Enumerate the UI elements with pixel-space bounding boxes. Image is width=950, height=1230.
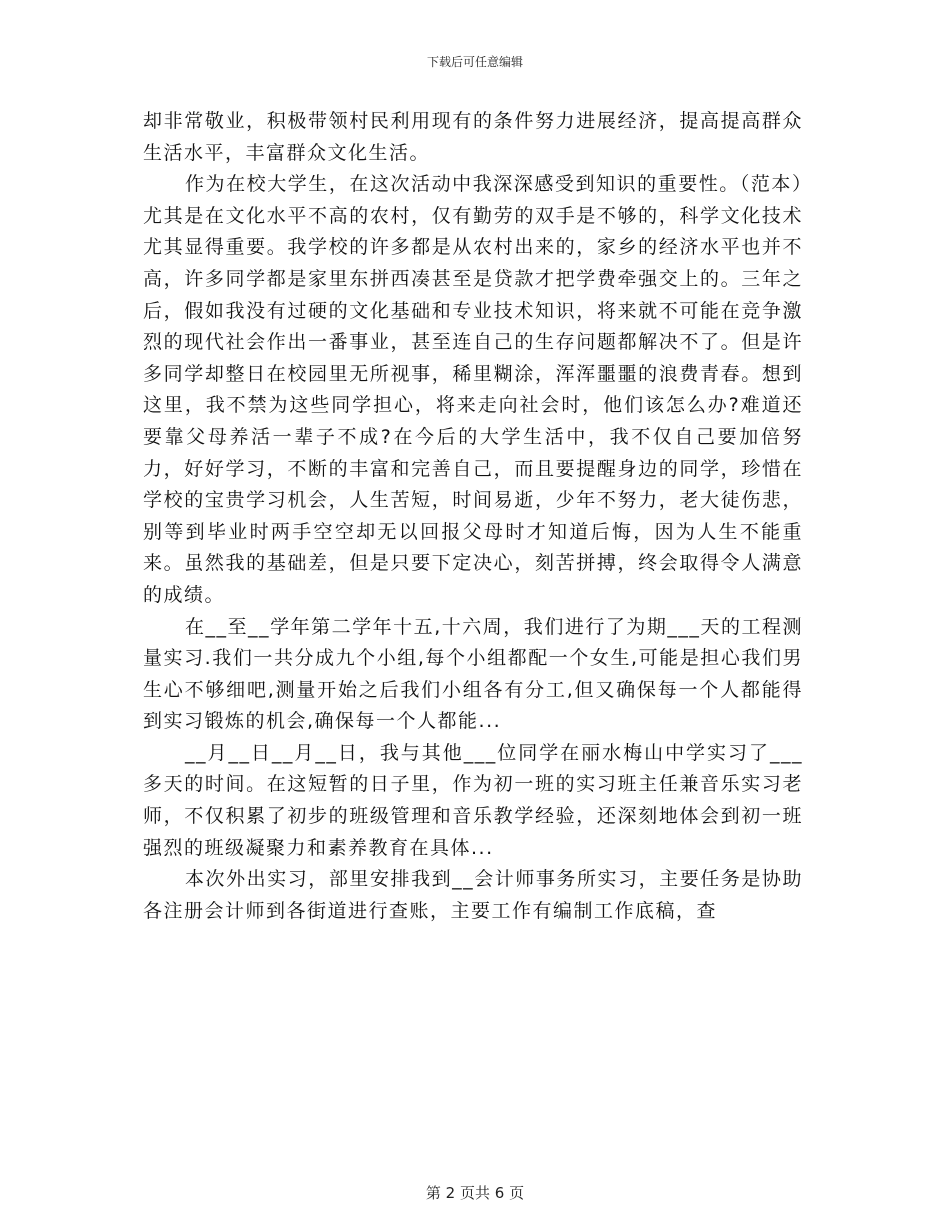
paragraph-3: 在__至__学年第二学年十五,十六周，我们进行了为期___天的工程测量实习.我们一共分成九个小组,每个小组都配一个女生,可能是担心我们男生心不够细吧,测量开始之后我们小组各有分工,但又确保每一个人都能得到实习锻炼的机会,确保每一个人都能... — [143, 615, 803, 733]
paragraph-2: 作为在校大学生，在这次活动中我深深感受到知识的重要性。（范本）尤其是在文化水平不高的农村，仅有勤劳的双手是不够的，科学文化技术尤其显得重要。我学校的许多都是从农村出来的，家乡的经济水平也并不高，许多同学都是家里东拼西凑甚至是贷款才把学费牵强交上的。三年之后，假如我没有过硬的文化基础和专业技术知识，将来就不可能在竞争激烈的现代社会作出一番事业，甚至连自己的生存问题都解决不了。但是许多同学却整日在校园里无所视事，稀里糊涂，浑浑噩噩的浪费青春。想到这里，我不禁为这些同学担心，将来走向社会时，他们该怎么办?难道还要靠父母养活一辈子不成?在今后的大学生活中，我不仅自己要加倍努力，好好学习，不断的丰富和完善自己，而且要提醒身边的同学，珍惜在学校的宝贵学习机会，人生苦短，时间易逝，少年不努力，老大徒伤悲，别等到毕业时两手空空却无以回报父母时才知道后悔，因为人生不能重来。虽然我的基础差，但是只要下定决心，刻苦拼搏，终会取得令人满意的成绩。 — [143, 173, 803, 606]
paragraph-1: 却非常敬业，积极带领村民利用现有的条件努力进展经济，提高提高群众生活水平，丰富群众文化生活。 — [143, 110, 803, 164]
paragraph-4: __月__日__月__日，我与其他___位同学在丽水梅山中学实习了___多天的时间。在这短暂的日子里，作为初一班的实习班主任兼音乐实习老师，不仅积累了初步的班级管理和音乐教学经验，还深刻地体会到初一班强烈的班级凝聚力和素养教育在具体... — [143, 741, 803, 859]
document-body — [143, 106, 803, 927]
page-header-note: 下载后可任意编辑 — [426, 55, 523, 69]
page-number-footer: 第 2 页共 6 页 — [425, 1184, 525, 1202]
paragraph-5: 本次外出实习，部里安排我到__会计师事务所实习，主要任务是协助各注册会计师到各街道进行查账，主要工作有编制工作底稿，查 — [143, 868, 803, 922]
